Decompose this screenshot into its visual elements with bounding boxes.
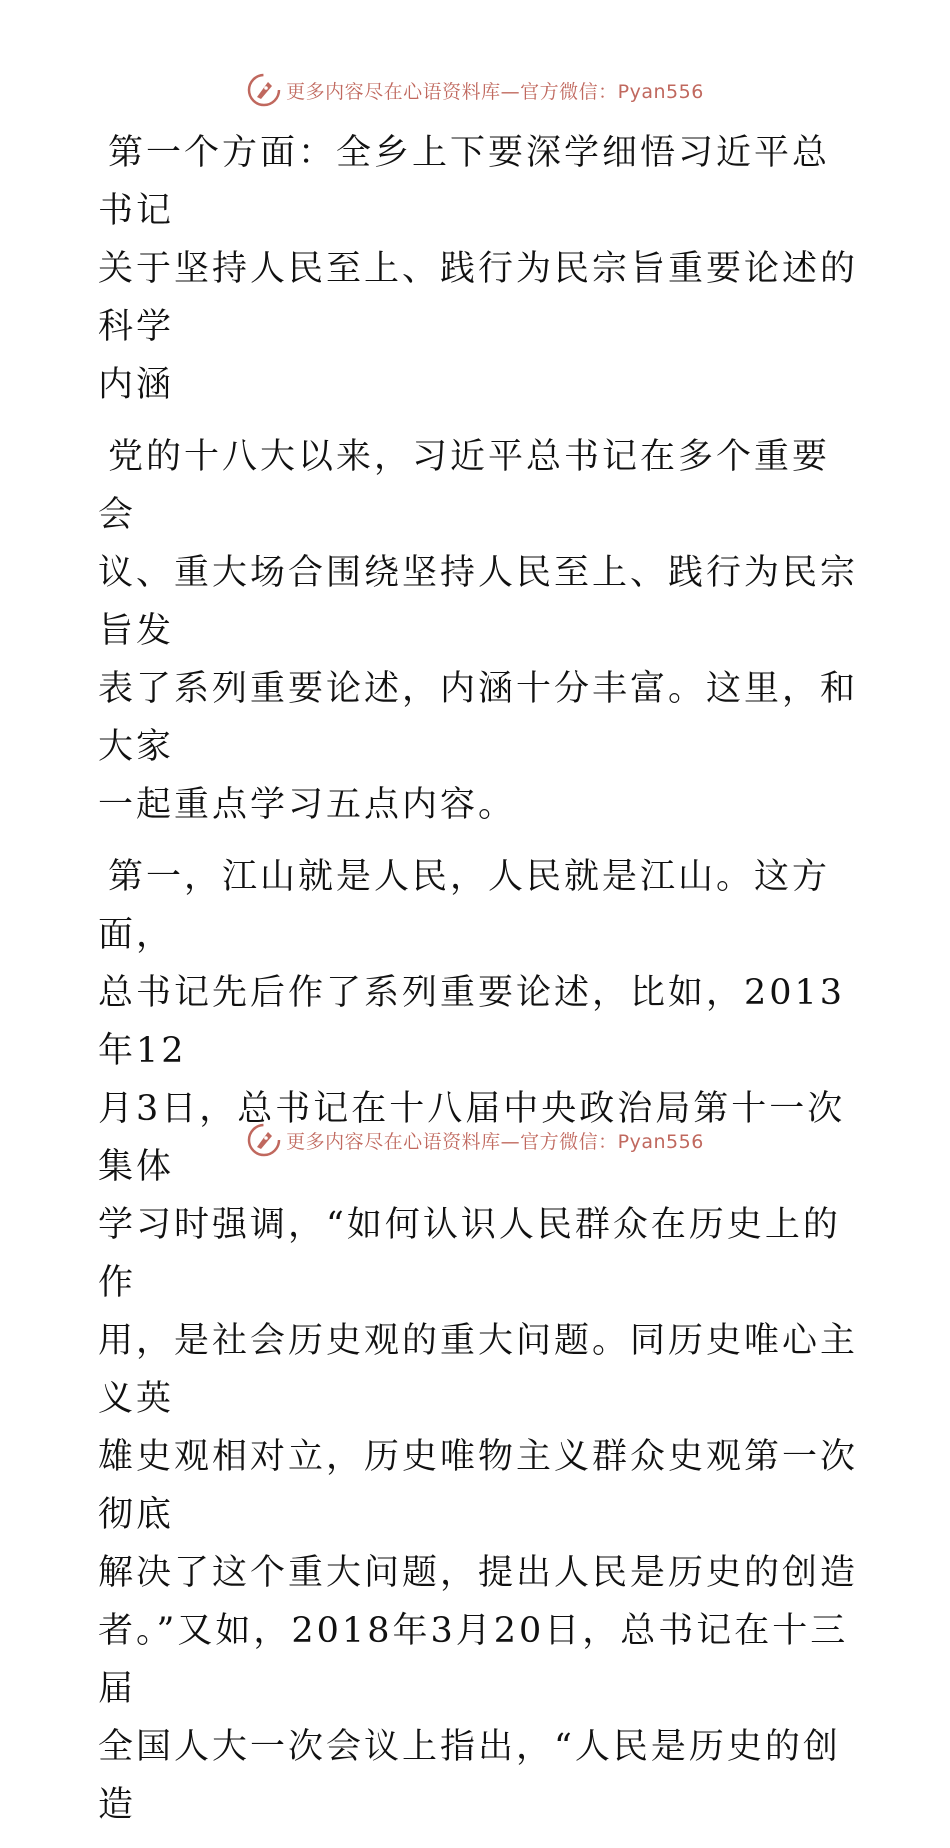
header-watermark-text: 更多内容尽在心语资料库—官方微信：Pyan556 [286,80,704,103]
pen-nib-logo-icon [246,72,282,108]
paragraph-text: 第一个方面：全乡上下要深学细悟习近平总书记 关于坚持人民至上、践行为民宗旨重要论述的科学 内涵 [98,133,859,405]
header-watermark-banner [0,70,950,110]
footer-watermark-banner [0,1120,950,1160]
section-heading-paragraph [98,124,858,414]
document-body [98,124,858,1848]
paragraph-text: 第一，江山就是人民，人民就是江山。这方面， 总书记先后作了系列重要论述，比如，2013年12 月3日，总书记在十八届中央政治局第十一次集体 学习时强调，“如何认识人民群众在历史上的作 用，是社会历史观的重大问题。同历史唯心主义英 雄史观相对立，历史唯物主义群众史观第一次彻底 解决了这个重大问题，提出人民是历史的创造 者。”又如，2018年3月20日，总书记在十三届 全国人大一次会议上指出，“人民是历史的创造 [98,857,859,1825]
footer-watermark-text: 更多内容尽在心语资料库—官方微信：Pyan556 [286,1130,704,1153]
point-one-paragraph [98,848,858,1834]
paragraph-text: 党的十八大以来，习近平总书记在多个重要会 议、重大场合围绕坚持人民至上、践行为民宗旨发 表了系列重要论述，内涵十分丰富。这里，和大家 一起重点学习五点内容。 [98,437,859,825]
intro-paragraph [98,428,858,834]
pen-nib-logo-icon [246,1122,282,1158]
